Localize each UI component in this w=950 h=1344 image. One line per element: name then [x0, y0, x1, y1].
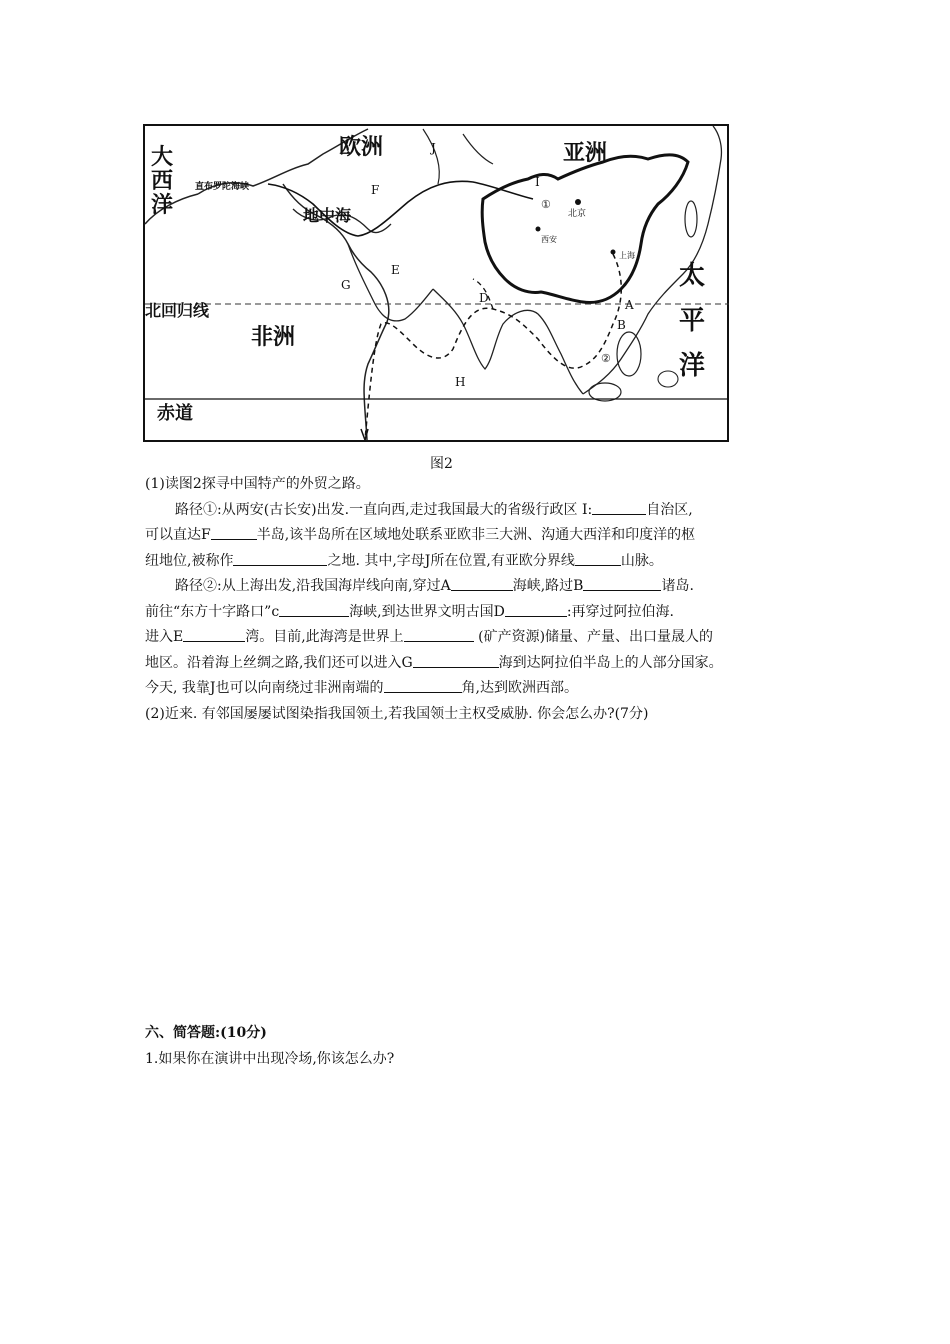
p1-line-3: 纽地位,被称作 之地. 其中,字母J所在位置,有亚欧分界线 山脉。 — [145, 552, 663, 569]
letter-e: E — [391, 263, 400, 277]
blank-region[interactable] — [592, 500, 646, 515]
p2-line-5: 今天, 我靠J也可以向南绕过非洲南端的 角,达到欧洲西部。 — [145, 680, 578, 696]
section-6-question-1: 1.如果你在演讲中出现冷场,你该怎么办? — [145, 1051, 395, 1067]
p2-line-1: 路径②:从上海出发,沿我国海岸线向南,穿过A 海峡,路过B 诸岛. — [175, 578, 694, 594]
label-atlantic-1: 大 — [151, 145, 174, 170]
xian-dot — [536, 227, 541, 232]
section-6-title: 六、简答题:(10分) — [145, 1025, 267, 1041]
label-tropic: 北回归线 — [145, 301, 210, 320]
blank-strait-c[interactable] — [279, 602, 349, 617]
q1-intro: (1)读图2探寻中国特产的外贸之路。 — [145, 476, 370, 492]
blank-sea-g[interactable] — [413, 653, 499, 668]
blank-country-d[interactable] — [505, 602, 567, 617]
letter-h: H — [455, 375, 466, 389]
blank-mountains[interactable] — [575, 551, 621, 566]
label-mediterranean: 地中海 — [303, 206, 352, 225]
blank-islands-b[interactable] — [583, 576, 661, 591]
section-6 — [145, 1022, 394, 1068]
blank-peninsula[interactable] — [211, 525, 257, 540]
shanghai-dot — [611, 250, 616, 255]
label-shanghai: 上海 — [619, 251, 635, 260]
label-equator: 赤道 — [157, 403, 193, 424]
letter-d: D — [479, 291, 489, 305]
blank-gulf-e[interactable] — [183, 627, 245, 642]
letter-j: J — [431, 141, 436, 155]
label-pacific-1: 太 — [679, 261, 706, 291]
p2-line-4: 地区。沿着海上丝绸之路,我们还可以进入G 海到达阿拉伯半岛上的人部分国家。 — [145, 654, 723, 671]
label-pacific-3: 洋 — [679, 351, 706, 381]
blank-strait-a[interactable] — [451, 576, 513, 591]
label-gibraltar: 直布罗陀海峡 — [195, 182, 250, 192]
silk-road-map — [143, 124, 729, 442]
p1-line-1: 路径①:从两安(古长安)出发.一直向西,走过我国最大的省级行政区 I: 自治区, — [175, 501, 693, 518]
figure-caption: 图2 — [430, 456, 453, 472]
question-1 — [145, 472, 723, 727]
label-xian: 西安 — [541, 235, 557, 244]
letter-i: I — [535, 175, 540, 189]
p2-line-2: 前往“东方十字路口”c 海峡,到达世界文明古国D :再穿过阿拉伯海. — [145, 603, 675, 620]
p1-line-2: 可以直达F 半岛,该半岛所在区域地处联系亚欧非三大洲、沟通大西洋和印度洋的枢 — [145, 527, 696, 543]
blank-resource[interactable] — [404, 627, 474, 642]
label-atlantic-3: 洋 — [151, 193, 174, 218]
label-beijing: 北京 — [568, 209, 587, 219]
label-europe: 欧洲 — [339, 135, 384, 160]
label-pacific-2: 平 — [679, 306, 706, 336]
letter-a: A — [625, 298, 634, 312]
letter-f: F — [371, 183, 380, 197]
label-africa: 非洲 — [251, 325, 296, 350]
label-route2: ② — [601, 352, 611, 365]
map-figure — [143, 124, 729, 442]
blank-cape[interactable] — [384, 678, 462, 693]
map-frame — [144, 125, 728, 441]
question-2: (2)近来. 有邻国屡屡试图染指我国领土,若我国领士主权受威胁. 你会怎么办?(7分) — [145, 705, 649, 722]
blank-land-of[interactable] — [233, 551, 327, 566]
p2-line-3: 进入E 湾。目前,此海湾是世界上 (矿产资源)储量、产量、出口量晟人的 — [145, 629, 714, 645]
label-asia: 亚洲 — [563, 141, 608, 166]
letter-b: B — [617, 318, 626, 332]
letter-g: G — [341, 278, 351, 292]
beijing-dot — [575, 199, 581, 205]
label-route1: ① — [541, 198, 551, 211]
label-atlantic-2: 西 — [151, 169, 174, 194]
